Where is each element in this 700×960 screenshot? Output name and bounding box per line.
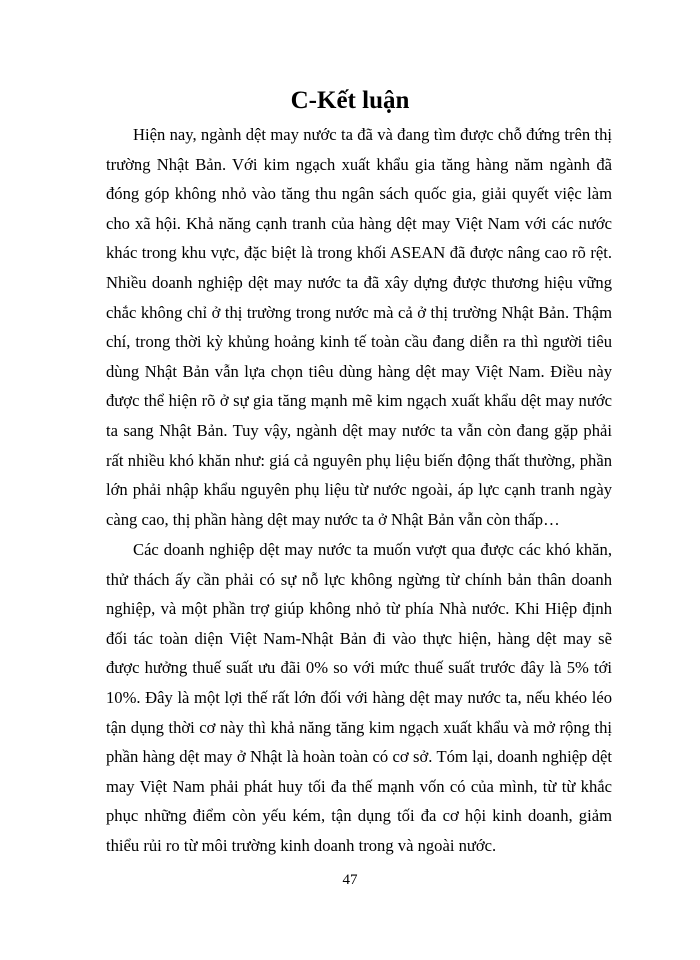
section-title: C-Kết luận: [290, 87, 410, 114]
page-number: 47: [342, 872, 358, 888]
body-paragraph-2: Các doanh nghiệp dệt may nước ta muốn vượt qua được các khó khăn, thử thách ấy cần phải có sự nỗ lực không ngừng từ chính bản thân doanh nghiệp, và một phần trợ giúp không nhỏ từ phía Nhà nước. Khi Hiệp định đối tác toàn diện Việt Nam-Nhật Bản đi vào thực hiện, hàng dệt may sẽ được hưởng thuế suất ưu đãi 0% so với mức thuế suất trước đây là 5% tới 10%. Đây là một lợi thế rất lớn đối với hàng dệt may nước ta, nếu khéo léo tận dụng thời cơ này thì khả năng tăng kim ngạch xuất khẩu và mở rộng thị phần hàng dệt may ở Nhật là hoàn toàn có cơ sở. Tóm lại, doanh nghiệp dệt may Việt Nam phải phát huy tối đa thế mạnh vốn có của mình, từ từ khắc phục những điểm còn yếu kém, tận dụng tối đa cơ hội kinh doanh, giảm thiểu rủi ro từ môi trường kinh doanh trong và ngoài nước.: [106, 540, 612, 855]
body-paragraph-1: Hiện nay, ngành dệt may nước ta đã và đang tìm được chỗ đứng trên thị trường Nhật Bản. Với kim ngạch xuất khẩu gia tăng hàng năm ngành đã đóng góp không nhỏ vào tăng thu ngân sách quốc gia, giải quyết việc làm cho xã hội. Khả năng cạnh tranh của hàng dệt may Việt Nam với các nước khác trong khu vực, đặc biệt là trong khối ASEAN đã được nâng cao rõ rệt. Nhiều doanh nghiệp dệt may nước ta đã xây dựng được thương hiệu vững chắc không chỉ ở thị trường trong nước mà cả ở thị trường Nhật Bản. Thậm chí, trong thời kỳ khủng hoảng kinh tế toàn cầu đang diễn ra thì người tiêu dùng Nhật Bản vẫn lựa chọn tiêu dùng hàng dệt may Việt Nam. Điều này được thể hiện rõ ở sự gia tăng mạnh mẽ kim ngạch xuất khẩu dệt may nước ta sang Nhật Bản. Tuy vậy, ngành dệt may nước ta vẫn còn đang gặp phải rất nhiều khó khăn như: giá cả nguyên phụ liệu biến động thất thường, phần lớn phải nhập khẩu nguyên phụ liệu từ nước ngoài, áp lực cạnh tranh ngày càng cao, thị phần hàng dệt may nước ta ở Nhật Bản vẫn còn thấp…: [106, 125, 612, 529]
